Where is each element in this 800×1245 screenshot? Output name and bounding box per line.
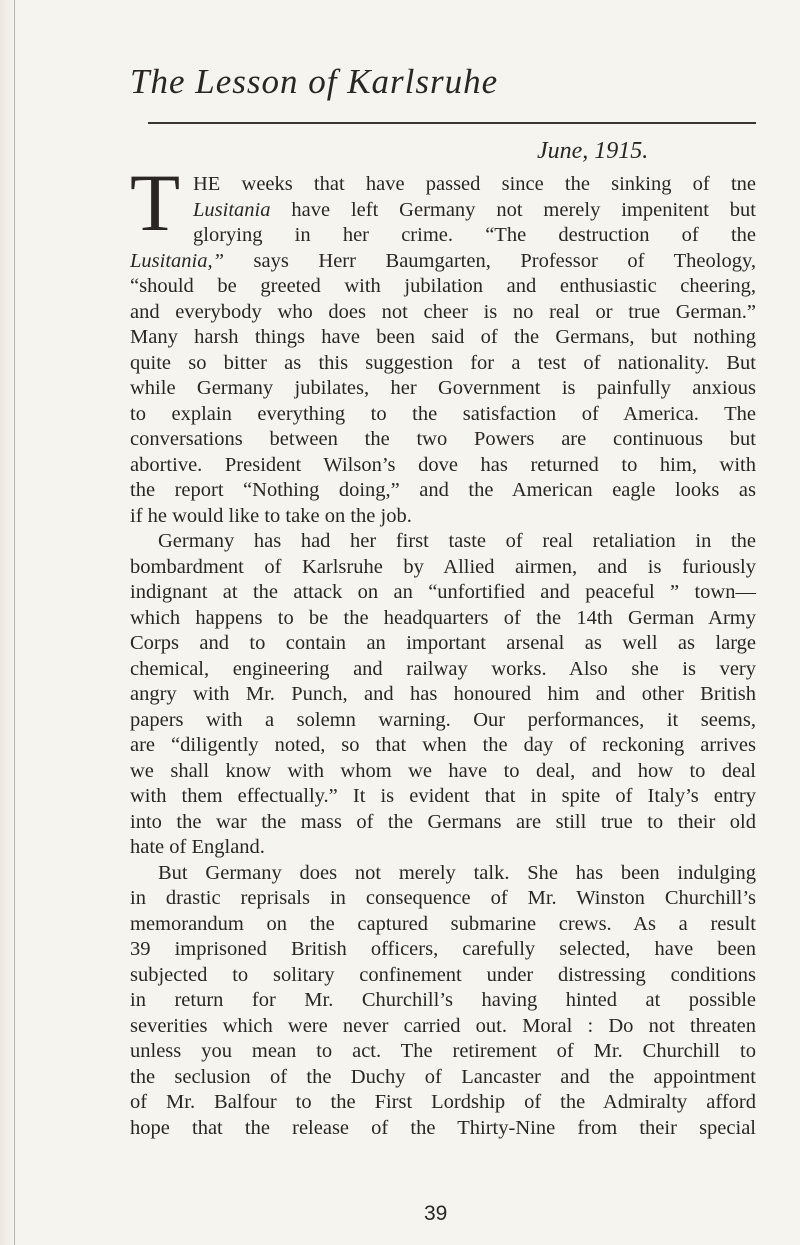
text-line-segment: abortive. President Wilson’s dove has returned to him, with xyxy=(130,453,756,476)
text-line xyxy=(130,249,756,275)
text-line xyxy=(130,606,756,632)
header-rule xyxy=(148,122,756,124)
text-line xyxy=(130,555,756,581)
text-line xyxy=(130,912,756,938)
text-line-segment: we shall know with whom we have to deal, and how to deal xyxy=(130,759,756,782)
text-line-segment: with them effectually.” It is evident that in spite of Italy’s entry xyxy=(130,785,756,807)
article-date: June, 1915. xyxy=(537,138,649,164)
text-line-italic: Lusitania,” xyxy=(130,249,224,272)
text-line-segment: glorying in her crime. “The destruction of the xyxy=(193,224,756,246)
text-line xyxy=(130,1116,756,1142)
text-line-segment: in drastic reprisals in consequence of Mr. Winston Churchill’s xyxy=(130,887,756,909)
text-line-segment: bombardment of Karlsruhe by Allied airmen, and is furiously xyxy=(130,555,756,578)
text-line-segment: Germany has had her first taste of real retaliation in the xyxy=(158,530,756,552)
text-line-segment: “should be greeted with jubilation and enthusiastic cheering, xyxy=(130,275,756,297)
text-line xyxy=(130,1039,756,1065)
text-line xyxy=(130,835,756,861)
text-line-segment: papers with a solemn warning. Our performances, it seems, xyxy=(130,708,756,731)
text-line-segment: memorandum on the captured submarine crews. As a result xyxy=(130,912,756,935)
text-line-segment: and everybody who does not cheer is no real or true German.” xyxy=(130,300,756,323)
text-line xyxy=(130,453,756,479)
text-line xyxy=(130,274,756,300)
text-line xyxy=(130,529,756,555)
text-line-italic: Lusitania xyxy=(193,198,271,221)
running-header-title xyxy=(130,62,730,102)
text-line-segment: unless you mean to act. The retirement of Mr. Churchill to xyxy=(130,1040,756,1062)
text-line-segment: hate of England. xyxy=(130,836,265,858)
text-line-segment: subjected to solitary confinement under distressing conditions xyxy=(130,963,756,986)
text-line xyxy=(130,1065,756,1091)
text-line xyxy=(130,376,756,402)
text-line xyxy=(130,427,756,453)
text-line xyxy=(130,657,756,683)
text-line xyxy=(130,223,756,249)
text-line-segment: which happens to be the headquarters of the 14th German Army xyxy=(130,606,756,629)
text-line-segment: Many harsh things have been said of the Germans, but nothing xyxy=(130,326,756,348)
text-line-segment: to explain everything to the satisfaction of America. The xyxy=(130,402,756,425)
text-line xyxy=(130,784,756,810)
text-line-segment: hope that the release of the Thirty-Nine from their special xyxy=(130,1116,756,1139)
text-line xyxy=(130,478,756,504)
text-line xyxy=(130,1090,756,1116)
text-line-segment: the seclusion of the Duchy of Lancaster and the appointment xyxy=(130,1065,756,1088)
text-line xyxy=(130,300,756,326)
text-line-segment: chemical, engineering and railway works. Also she is very xyxy=(130,657,756,680)
text-line-segment: 39 imprisoned British officers, carefully selected, have been xyxy=(130,938,756,960)
text-line xyxy=(130,172,756,198)
text-line xyxy=(130,198,756,224)
text-line-segment: quite so bitter as this suggestion for a test of nationality. But xyxy=(130,351,756,374)
page-number: 39 xyxy=(424,1202,448,1225)
text-line-segment: HE weeks that have passed since the sinking of tne xyxy=(193,173,756,195)
text-line-segment: in return for Mr. Churchill’s having hinted at possible xyxy=(130,989,756,1011)
page-binding-edge xyxy=(0,0,15,1245)
text-line xyxy=(130,861,756,887)
text-line xyxy=(130,759,756,785)
text-line xyxy=(130,631,756,657)
text-line xyxy=(130,937,756,963)
text-line-segment: says Herr Baumgarten, Professor of Theology, xyxy=(224,249,756,272)
text-line xyxy=(130,886,756,912)
text-line xyxy=(130,580,756,606)
text-line xyxy=(130,1014,756,1040)
text-line-segment: conversations between the two Powers are continuous but xyxy=(130,428,756,450)
text-line xyxy=(130,810,756,836)
text-line-segment: into the war the mass of the Germans are still true to their old xyxy=(130,810,756,833)
text-line xyxy=(130,733,756,759)
text-line-segment: the report “Nothing doing,” and the American eagle looks as xyxy=(130,479,756,501)
text-line xyxy=(130,963,756,989)
article-body xyxy=(130,172,756,1141)
text-line xyxy=(130,682,756,708)
text-line-segment: if he would like to take on the job. xyxy=(130,504,412,527)
text-line xyxy=(130,351,756,377)
text-line xyxy=(130,325,756,351)
text-line-segment: of Mr. Balfour to the First Lordship of the Admiralty afford xyxy=(130,1091,756,1113)
text-line-segment: Corps and to contain an important arsenal as well as large xyxy=(130,632,756,654)
text-line-segment: indignant at the attack on an “unfortified and peaceful ” town— xyxy=(130,581,756,603)
text-line xyxy=(130,504,756,530)
text-line-segment: while Germany jubilates, her Government is painfully anxious xyxy=(130,377,756,399)
text-line-segment: have left Germany not merely impenitent but xyxy=(270,198,756,221)
text-line xyxy=(130,988,756,1014)
text-line-segment: But Germany does not merely talk. She has been indulging xyxy=(158,861,756,884)
text-line xyxy=(130,708,756,734)
text-line-segment: severities which were never carried out. Moral : Do not threaten xyxy=(130,1014,756,1037)
text-line-segment: are “diligently noted, so that when the day of reckoning arrives xyxy=(130,734,756,756)
text-line xyxy=(130,402,756,428)
header-title-text: The Lesson of Karlsruhe xyxy=(130,62,499,101)
text-line-segment: angry with Mr. Punch, and has honoured him and other British xyxy=(130,683,756,705)
drop-cap: T xyxy=(130,157,181,248)
